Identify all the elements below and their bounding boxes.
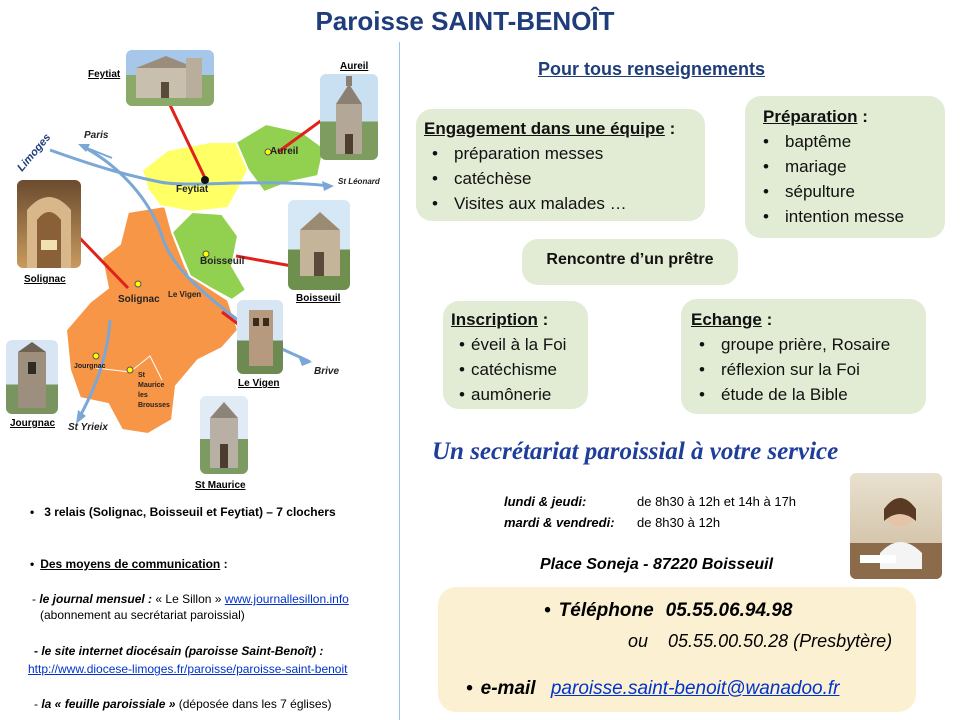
direction-st-yrieix: St Yrieix — [68, 422, 108, 433]
hours-time-1: de 8h30 à 12h et 14h à 17h — [637, 494, 797, 509]
address: Place Soneja - 87220 Boisseuil — [540, 556, 774, 573]
engagement-head: Engagement dans une équipe — [424, 119, 665, 138]
photo-label-jourgnac: Jourgnac — [10, 418, 56, 429]
church-photo-solignac — [17, 180, 81, 268]
list-item: • catéchisme — [451, 357, 580, 382]
secretary-photo — [850, 473, 942, 579]
list-item: • préparation messes — [424, 141, 697, 166]
relais-info: • 3 relais (Solignac, Boisseuil et Feytiat) – 7 clochers — [30, 505, 336, 519]
list-item: • mariage — [755, 154, 935, 179]
area-label-le-vigen: Le Vigen — [168, 290, 202, 299]
list-item: • Visites aux malades … — [424, 191, 697, 216]
list-item: • aumônerie — [451, 382, 580, 407]
area-label-st-maurice-2: Maurice — [138, 382, 165, 389]
photo-label-feytiat: Feytiat — [88, 69, 121, 80]
diocese-label: - le site internet diocésain (paroisse Saint-Benoît) : — [34, 644, 324, 658]
column-divider — [399, 42, 400, 720]
bubble-echange: Echange : • groupe prière, Rosaire • réflexion sur la Foi • étude de la Bible — [681, 299, 926, 414]
bubble-rencontre — [522, 239, 738, 285]
phone-number-2[interactable]: 05.55.00.50.28 (Presbytère) — [668, 631, 893, 651]
church-photo-feytiat — [126, 50, 214, 106]
list-item: • réflexion sur la Foi — [691, 357, 916, 382]
preparation-head: Préparation — [763, 107, 858, 126]
email-line: • e-mail paroisse.saint-benoit@wanadoo.fr — [466, 678, 840, 699]
list-item: • intention messe — [755, 204, 935, 229]
feuille-info: - la « feuille paroissiale » (déposée dans les 7 églises) — [34, 697, 332, 711]
direction-brive: Brive — [314, 366, 340, 377]
area-label-aureil: Aureil — [270, 146, 299, 157]
preparation-list — [755, 129, 935, 229]
diocese-link-wrap — [28, 662, 347, 676]
photo-label-st-maurice: St Maurice — [195, 480, 246, 491]
list-item: • étude de la Bible — [691, 382, 916, 407]
photo-label-le-vigen: Le Vigen — [238, 378, 280, 389]
list-item: • groupe prière, Rosaire — [691, 332, 916, 357]
engagement-list — [424, 141, 697, 216]
area-label-st-maurice-1: St — [138, 372, 145, 379]
direction-st-leonard: St Léonard — [338, 177, 380, 186]
church-photo-st-maurice — [200, 396, 248, 474]
church-photo-jourgnac — [6, 340, 58, 414]
echange-list — [691, 332, 916, 407]
page-title: Paroisse SAINT-BENOÎT — [315, 6, 615, 36]
list-item: • baptême — [755, 129, 935, 154]
bubble-inscription: Inscription : • éveil à la Foi • catéchisme • aumônerie — [443, 301, 588, 409]
bubble-preparation: Préparation : • baptême • mariage • sépulture • intention messe — [745, 96, 945, 238]
photo-label-solignac: Solignac — [24, 274, 66, 285]
list-item: • éveil à la Foi — [451, 332, 580, 357]
list-item: • sépulture — [755, 179, 935, 204]
inscription-list — [451, 332, 580, 407]
journal-info: - le journal mensuel : « Le Sillon » www.journallesillon.info — [32, 592, 349, 606]
communication-heading: • Des moyens de communication : — [30, 557, 228, 571]
secretariat-heading: Un secrétariat paroissial à votre service — [432, 438, 839, 465]
phone-line-1: • Téléphone 05.55.06.94.98 — [544, 600, 793, 621]
phone-label: Téléphone — [558, 600, 654, 621]
phone-line-2: ou 05.55.00.50.28 (Presbytère) — [628, 631, 893, 651]
photo-label-boisseuil: Boisseuil — [296, 293, 341, 304]
area-label-st-maurice-3: les — [138, 392, 148, 399]
church-photo-aureil — [320, 74, 378, 160]
direction-limoges: Limoges — [15, 131, 54, 174]
echange-head: Echange — [691, 310, 762, 329]
area-label-st-maurice-4: Brousses — [138, 402, 170, 409]
bubble-engagement: Engagement dans une équipe : • préparation messes • catéchèse • Visites aux malades … — [416, 109, 705, 221]
photo-label-aureil: Aureil — [340, 61, 369, 72]
hours-time-2: de 8h30 à 12h — [637, 515, 721, 530]
hours-days-1: lundi & jeudi: — [504, 494, 587, 509]
map-region-feytiat — [142, 142, 248, 212]
email-link[interactable]: paroisse.saint-benoit@wanadoo.fr — [550, 678, 840, 699]
journal-note: (abonnement au secrétariat paroissial) — [40, 608, 245, 622]
journal-link[interactable]: www.journallesillon.info — [224, 592, 349, 606]
info-title: Pour tous renseignements — [538, 59, 766, 79]
journal-label: le journal mensuel : — [39, 592, 153, 606]
email-label: e-mail — [480, 678, 536, 699]
area-label-solignac: Solignac — [118, 294, 160, 305]
area-label-feytiat: Feytiat — [176, 184, 209, 195]
hours-days-2: mardi & vendredi: — [504, 515, 615, 530]
diocese-link[interactable]: http://www.diocese-limoges.fr/paroisse/paroisse-saint-benoit — [28, 662, 348, 676]
area-label-jourgnac: Jourgnac — [74, 363, 106, 370]
direction-paris: Paris — [84, 130, 109, 141]
church-photo-le-vigen — [237, 300, 283, 374]
phone-number-1[interactable]: 05.55.06.94.98 — [665, 600, 793, 621]
area-label-boisseuil: Boisseuil — [200, 256, 245, 267]
rencontre-label: Rencontre d’un prêtre — [546, 251, 714, 268]
inscription-head: Inscription — [451, 310, 538, 329]
list-item: • catéchèse — [424, 166, 697, 191]
church-photo-boisseuil — [288, 200, 350, 290]
